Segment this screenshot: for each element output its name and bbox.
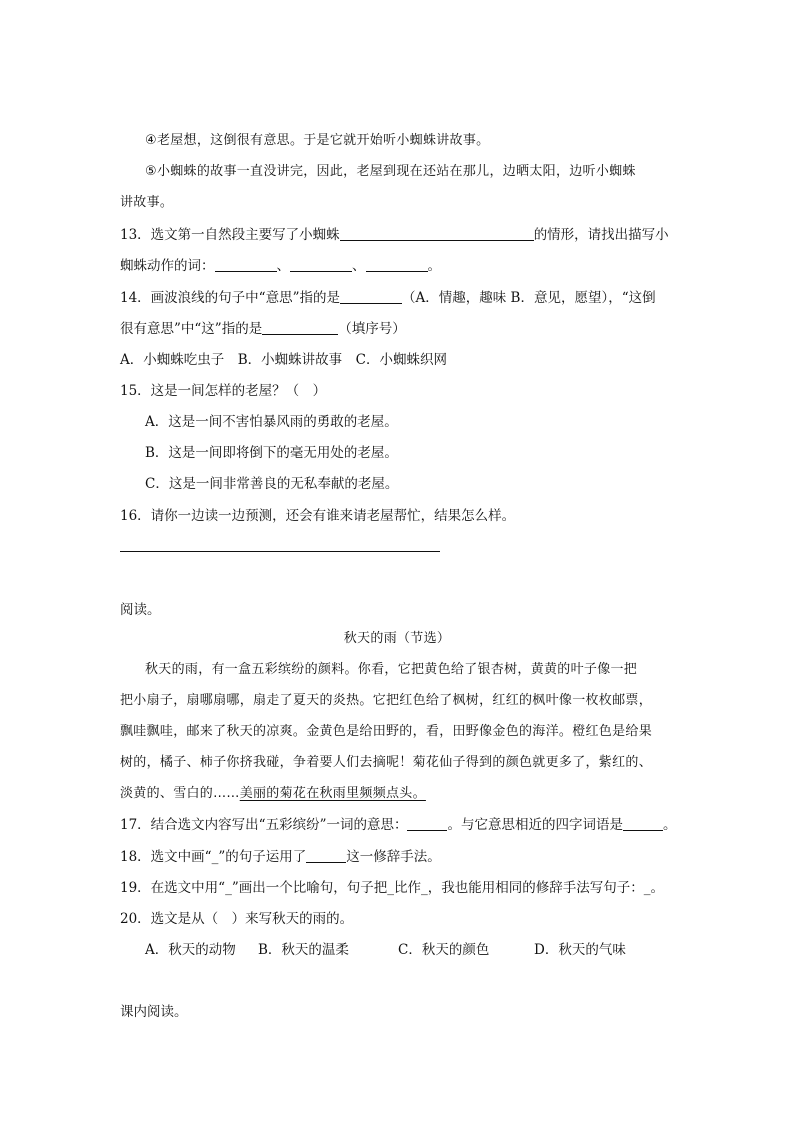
passage-title: 秋天的雨（节选） (343, 631, 451, 646)
q18-text-b: 这一修辞手法。 (346, 849, 441, 865)
passage-line-1: 秋天的雨，有一盒五彩缤纷的颜料。你看，它把黄色给了银杏树，黄黄的叶子像一把 (145, 662, 638, 677)
question-19: 19．在选文中用“_”画出一个比喻句，句子把_比作_，我也能用相同的修辞手法写句子：_。 (120, 880, 664, 896)
q13-blank-word-1[interactable] (215, 257, 277, 272)
section-class-reading-heading: 课内阅读。 (120, 1004, 188, 1020)
section-read-heading: 阅读。 (120, 602, 161, 618)
question-20-option-a[interactable]: A．秋天的动物 (145, 942, 236, 958)
passage-line-3: 飘哇飘哇，邮来了秋天的凉爽。金黄色是给田野的，看，田野像金色的海洋。橙红色是给果 (120, 724, 653, 739)
question-20-option-c[interactable]: C．秋天的颜色 (398, 942, 490, 958)
q17-text-b: 。与它意思相近的四字词语是 (447, 817, 623, 833)
q13-blank-word-3[interactable] (366, 257, 428, 272)
question-18 (120, 848, 441, 866)
paragraph-5-line-1: ⑤小蜘蛛的故事一直没讲完，因此，老屋到现在还站在那儿，边晒太阳，边听小蜘蛛 (145, 164, 636, 179)
q14-text-b: （A．情趣，趣味 B．意见，愿望），“这倒 (401, 290, 656, 306)
question-15-option-a[interactable]: A．这是一间不害怕暴风雨的勇敢的老屋。 (145, 414, 398, 430)
question-16: 16．请你一边读一边预测，还会有谁来请老屋帮忙，结果怎么样。 (120, 508, 516, 524)
q14-text-a: 14．画波浪线的句子中“意思”指的是 (120, 290, 340, 306)
q13-sep-1: 、 (276, 258, 290, 274)
q13-text-a: 13．选文第一自然段主要写了小蜘蛛 (120, 227, 340, 243)
q13-end: 。 (427, 258, 441, 274)
question-15-option-b[interactable]: B．这是一间即将倒下的毫无用处的老屋。 (145, 445, 398, 461)
q13-blank-situation[interactable] (340, 226, 534, 241)
q17-blank-synonym[interactable] (623, 816, 663, 831)
question-20-stem: 20．选文是从（ ）来写秋天的雨的。 (120, 911, 354, 927)
question-14-line-1 (120, 289, 656, 307)
passage-line-5 (120, 785, 426, 803)
q13-sep-2: 、 (352, 258, 366, 274)
q13-blank-word-2[interactable] (290, 257, 352, 272)
q17-blank-meaning[interactable] (407, 816, 447, 831)
q13-text-b: 的情形，请找出描写小 (533, 227, 669, 243)
q17-text-c: 。 (662, 817, 677, 833)
q13-text-c: 蜘蛛动作的词： (120, 258, 215, 274)
q14-text-d: （填序号） (338, 321, 406, 337)
q14-text-c: 很有意思”中“这”指的是 (120, 321, 263, 337)
question-14-line-2 (120, 320, 406, 338)
q14-blank-meaning[interactable] (340, 289, 402, 304)
paragraph-5-line-2: 讲故事。 (120, 195, 174, 210)
q14-blank-this[interactable] (262, 320, 338, 335)
passage-line-4: 树的，橘子、柿子你挤我碰，争着要人们去摘呢！菊花仙子得到的颜色就更多了，紫红的、 (120, 755, 653, 770)
q18-text-a: 18．选文中画“_”的句子运用了 (120, 849, 307, 865)
question-15-option-c[interactable]: C．这是一间非常善良的无私奉献的老屋。 (145, 476, 399, 492)
q17-text-a: 17．结合选文内容写出“五彩缤纷”一词的意思： (120, 817, 408, 833)
question-20-option-d[interactable]: D．秋天的气味 (534, 942, 626, 958)
passage-underlined-sentence: 美丽的菊花在秋雨里频频点头。 (239, 786, 426, 801)
passage-line-2: 把小扇子，扇哪扇哪，扇走了夏天的炎热。它把红色给了枫树，红红的枫叶像一枚枚邮票， (120, 693, 653, 708)
question-13-line-2 (120, 257, 441, 275)
passage-line-5-plain: 淡黄的、雪白的…… (120, 786, 240, 801)
q16-answer-line[interactable] (120, 551, 440, 552)
question-14-options: A．小蜘蛛吃虫子 B．小蜘蛛讲故事 C．小蜘蛛织网 (120, 352, 447, 368)
q18-blank-rhetoric[interactable] (306, 848, 346, 863)
question-13-line-1 (120, 226, 669, 244)
question-20-option-b[interactable]: B．秋天的温柔 (258, 942, 349, 958)
question-15-stem: 15．这是一间怎样的老屋？（ ） (120, 383, 327, 399)
question-17 (120, 816, 676, 834)
paragraph-4: ④老屋想，这倒很有意思。于是它就开始听小蜘蛛讲故事。 (145, 133, 490, 148)
